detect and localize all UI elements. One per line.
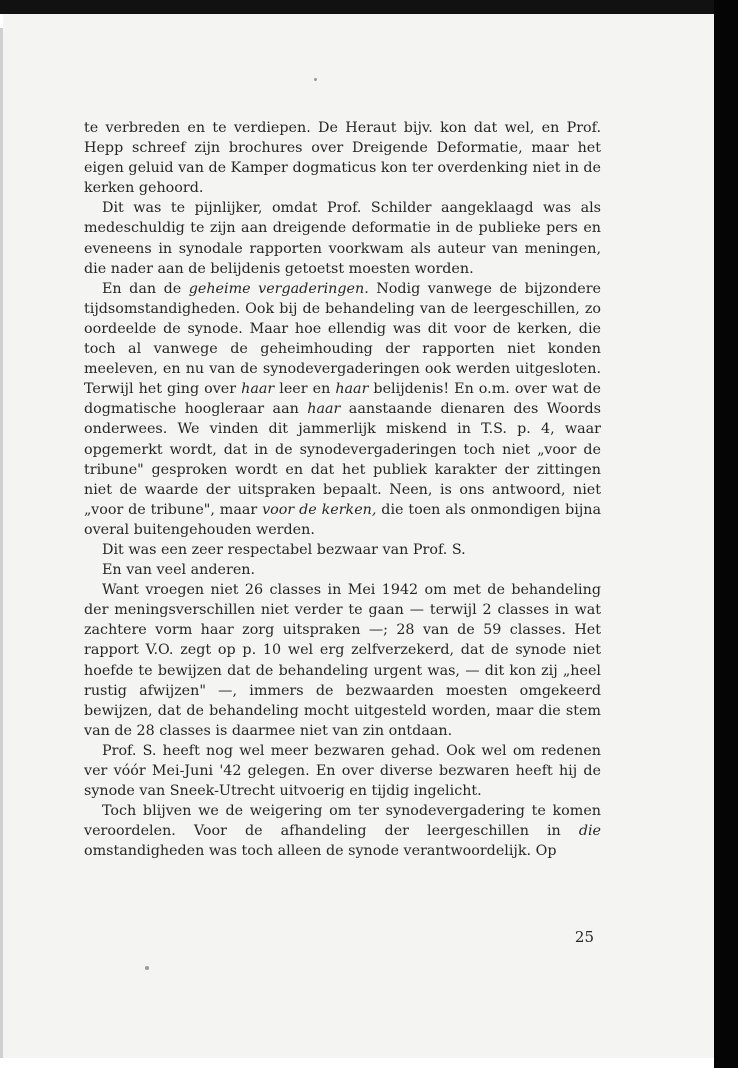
paragraph [84,801,601,861]
paragraph [84,580,601,741]
text-run: En dan de [102,280,189,297]
italic-text: geheime vergaderingen [188,280,365,297]
text-run: te verbreden en te verdiepen. De Heraut bijv. kon dat wel, en Prof. Hepp schreef zijn brochures over Dreigende Deformatie, maar het eigen geluid van de Kamper dogmaticus kon ter overdenking niet in de kerken gehoord. [84,120,601,197]
italic-text: haar [307,401,341,418]
italic-text: haar [241,381,275,398]
italic-text: haar [335,381,369,398]
text-run: Prof. S. heeft nog wel meer bezwaren gehad. Ook wel om redenen ver vóór Mei-Juni '42 gelegen. En over diverse bezwaren heeft hij de synode van Sneek-Utrecht uitvoerig en tijdig ingelicht. [84,742,601,800]
paper-speck [314,78,317,81]
text-run: Dit was te pijnlijker, omdat Prof. Schilder aangeklaagd was als medeschuldig te zijn aan dreigende deformatie in de publieke pers en eveneens in synodale rapporten voorkwam als auteur van meningen, die nader aan de belijdenis getoetst moesten worden. [84,200,601,277]
text-run: omstandigheden was toch alleen de synode verantwoordelijk. Op [84,843,557,860]
scan-border-right [714,0,738,1068]
paragraph [84,118,601,198]
text-run: leer en [274,381,336,398]
paragraph [84,198,601,278]
text-run: Want vroegen niet 26 classes in Mei 1942 om met de behandeling der meningsverschillen niet verder te gaan — terwijl 2 classes in wat zachtere vorm haar zorg uitspraken —; 28 van de 59 classes. Het rapport V.O. zegt op p. 10 wel erg zelfverzekerd, dat de synode niet hoefde te bewijzen dat de behandeling urgent was, — dit kon zij „heel rustig afwijzen" —, immers de bezwaarden moesten omgekeerd bewijzen, dat de behandeling mocht uitgesteld worden, maar die stem van de 28 classes is daarmee niet van zin ontdaan. [84,582,601,739]
paragraph [84,560,601,580]
text-run: aanstaande dienaren des Woords onderwees. We vinden dit jammerlijk miskend in T.S. p. 4, waar opgemerkt wordt, dat in de synodevergaderingen toch niet „voor de tribune" gesproken wordt en dat het publiek karakter der zittingen niet de waarde der uitspraken bepaalt. Neen, is ons antwoord, niet „voor de tribune", maar [84,401,601,518]
body-text [84,118,601,861]
italic-text: die [578,823,601,840]
text-run: En van veel anderen. [102,562,256,579]
italic-text: voor de kerken, [262,501,377,518]
text-run: Toch blijven we de weigering om ter synodevergadering te komen veroordelen. Voor de afhandeling der leergeschillen in [84,803,601,840]
paper-speck [145,966,149,970]
text-run: . Nodig vanwege de bijzondere tijdsomstandigheden. Ook bij de behandeling van de leergeschillen, zo oordeelde de synode. Maar hoe ellendig was dit voor de kerken, die toch al vanwege de geheimhouding der rapporten niet konden meeleven, en nu van de synodevergaderingen ook werden uitgesloten. Terwijl het ging over [84,280,601,398]
page-number: 25 [574,928,594,946]
text-run: belijdenis! En o.m. over wat de dogmatische hoogleraar aan [84,381,601,418]
text-run: die toen als onmondigen bijna overal buitengehouden werden. [84,501,602,538]
text-run: Dit was een zeer respectabel bezwaar van Prof. S. [102,541,466,558]
paragraph [84,741,601,801]
scan-border-top [0,0,718,14]
paragraph [84,540,601,560]
paragraph [84,279,601,540]
